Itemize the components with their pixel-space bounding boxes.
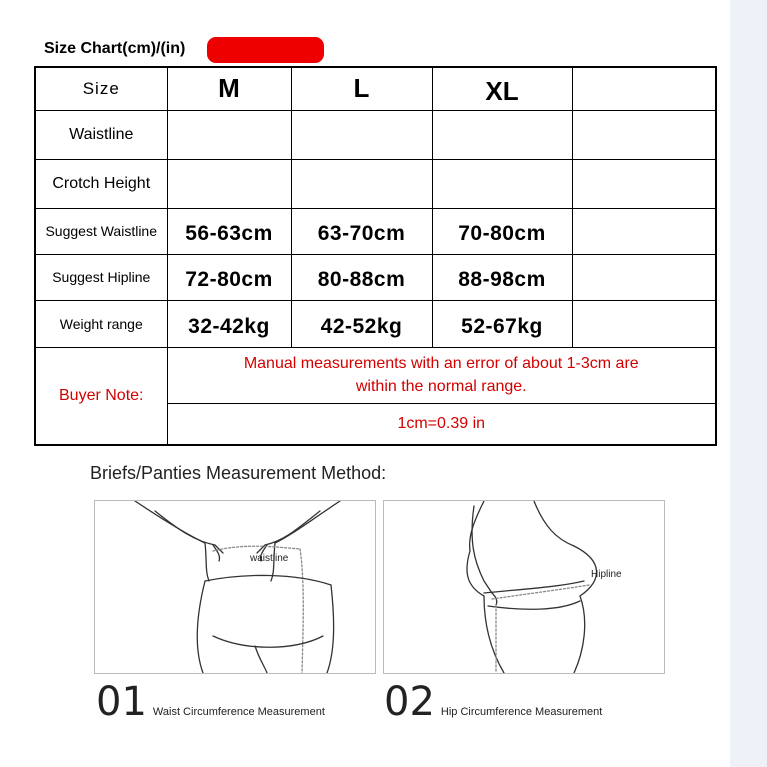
note-row <box>35 347 716 403</box>
table-cell: 56-63cm <box>167 208 291 254</box>
table-row <box>35 300 716 347</box>
table-cell: 70-80cm <box>432 208 572 254</box>
buyer-note-text <box>167 347 716 403</box>
table-row <box>35 159 716 208</box>
method-title: Briefs/Panties Measurement Method: <box>90 463 387 483</box>
table-cell <box>572 300 716 347</box>
size-chart-title: Size Chart(cm)/(in) <box>44 40 186 57</box>
caption-text-waist: Waist Circumference Measurement <box>152 706 325 718</box>
size-xl: XL <box>432 67 572 110</box>
caption-waist <box>96 679 325 725</box>
hip-figure-drawing <box>384 501 664 673</box>
table-cell: 52-67kg <box>432 300 572 347</box>
size-l: L <box>291 67 432 110</box>
table-cell: 32-42kg <box>167 300 291 347</box>
table-cell: 72-80cm <box>167 254 291 300</box>
size-empty <box>572 67 716 110</box>
waist-measurement-illustration <box>94 500 376 674</box>
buyer-note-line-1: Manual measurements with an error of about 1-3cm are <box>243 355 639 372</box>
size-label: Size <box>35 67 167 110</box>
table-cell: 63-70cm <box>291 208 432 254</box>
table-row <box>35 208 716 254</box>
table-cell <box>291 110 432 159</box>
size-m: M <box>167 67 291 110</box>
table-cell <box>572 110 716 159</box>
unit-conversion: 1cm=0.39 in <box>167 403 716 445</box>
table-cell <box>572 159 716 208</box>
row-label-suggest-waistline: Suggest Waistline <box>35 208 167 254</box>
row-label-weight-range: Weight range <box>35 300 167 347</box>
size-header-row <box>35 67 716 110</box>
table-cell: 88-98cm <box>432 254 572 300</box>
table-row <box>35 110 716 159</box>
caption-number-01: 01 <box>96 679 147 725</box>
side-strip <box>730 0 767 767</box>
table-cell <box>432 159 572 208</box>
table-row <box>35 254 716 300</box>
table-cell <box>572 208 716 254</box>
caption-number-02: 02 <box>384 679 435 725</box>
table-cell: 80-88cm <box>291 254 432 300</box>
waistline-label: waistline <box>250 553 289 564</box>
caption-text-hip: Hip Circumference Measurement <box>440 706 603 718</box>
row-label-crotch-height: Crotch Height <box>35 159 167 208</box>
table-cell <box>167 110 291 159</box>
table-cell <box>291 159 432 208</box>
caption-hip <box>384 679 603 725</box>
table-cell: 42-52kg <box>291 300 432 347</box>
row-label-waistline: Waistline <box>35 110 167 159</box>
waist-figure-drawing <box>95 501 375 673</box>
table-cell <box>167 159 291 208</box>
buyer-note-label: Buyer Note: <box>35 347 167 445</box>
buyer-note-line-2: within the normal range. <box>355 378 527 395</box>
size-chart-table <box>34 66 717 446</box>
table-cell <box>572 254 716 300</box>
hipline-label: Hipline <box>591 569 622 580</box>
table-cell <box>432 110 572 159</box>
row-label-suggest-hipline: Suggest Hipline <box>35 254 167 300</box>
hip-measurement-illustration <box>383 500 665 674</box>
redaction-block <box>207 37 324 63</box>
